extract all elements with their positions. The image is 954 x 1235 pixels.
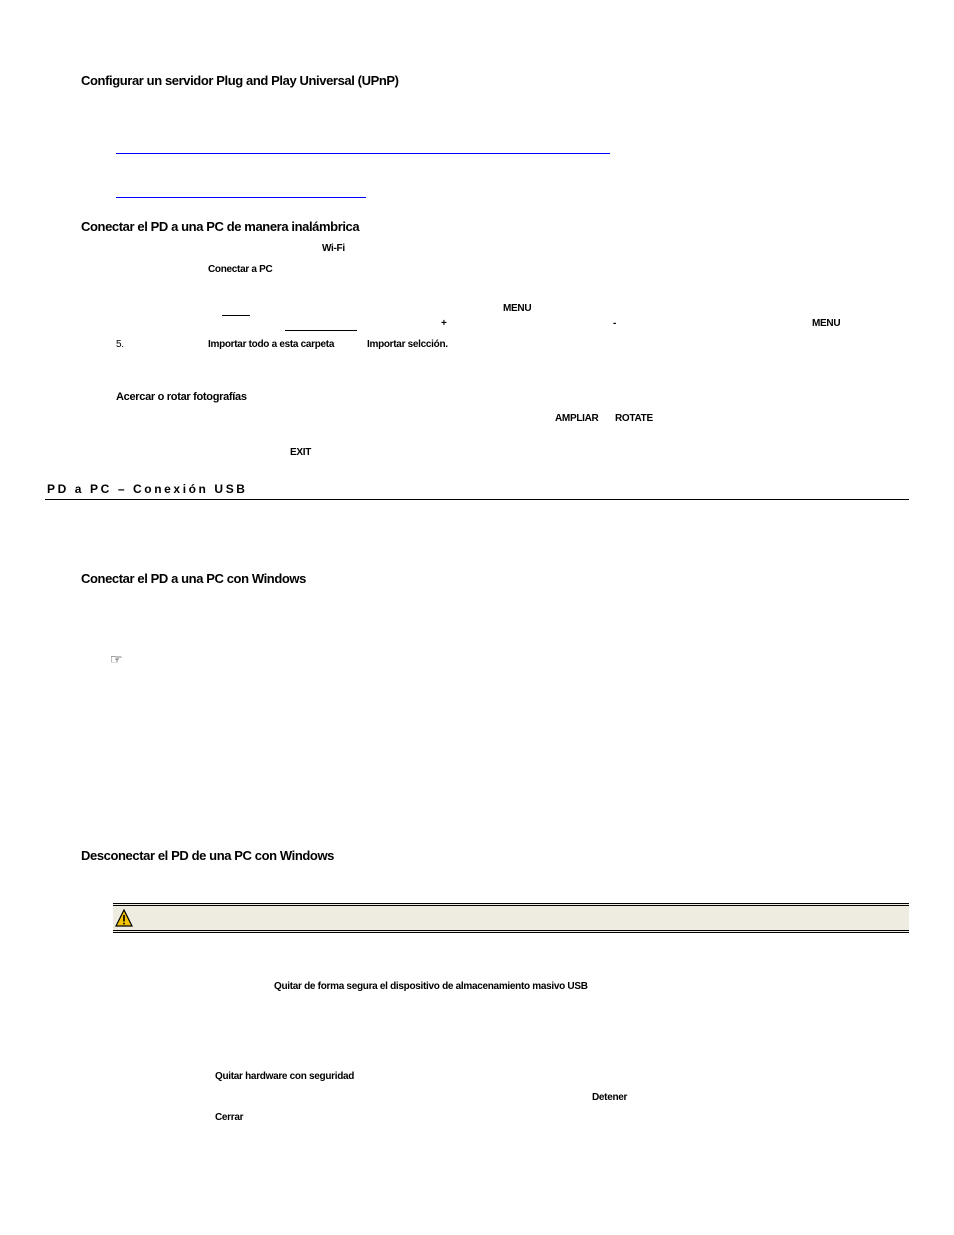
step-number: 5.	[116, 339, 124, 350]
safe-remove-hardware-label: Quitar hardware con seguridad	[215, 1071, 355, 1082]
heading-connect-windows: Conectar el PD a una PC con Windows	[81, 571, 306, 586]
close-label: Cerrar	[215, 1112, 244, 1123]
connect-pc-label: Conectar a PC	[208, 264, 273, 275]
rotate-label: ROTATE	[615, 413, 653, 424]
warning-box	[113, 903, 909, 933]
plus-label: +	[441, 318, 447, 329]
import-selection-label: Importar selcción.	[367, 339, 448, 350]
pointing-hand-icon: ☞	[110, 651, 123, 667]
section-divider	[45, 499, 909, 500]
heading-upnp: Configurar un servidor Plug and Play Universal (UPnP)	[81, 73, 399, 88]
heading-wireless: Conectar el PD a una PC de manera inalámbrica	[81, 219, 360, 234]
zoom-rotate-title: Acercar o rotar fotografías	[116, 391, 247, 403]
warning-icon	[115, 909, 133, 927]
ampliar-label: AMPLIAR	[555, 413, 599, 424]
exit-label: EXIT	[290, 447, 312, 458]
stop-label: Detener	[592, 1092, 628, 1103]
menu-label: MENU	[503, 303, 532, 314]
hyperlink-underline[interactable]	[116, 153, 610, 154]
underline	[285, 330, 357, 331]
underline	[222, 315, 250, 316]
minus-label: -	[613, 318, 617, 329]
heading-disconnect-windows: Desconectar el PD de una PC con Windows	[81, 848, 335, 863]
hyperlink-underline[interactable]	[116, 197, 366, 198]
safe-remove-usb-label: Quitar de forma segura el dispositivo de almacenamiento masivo USB	[274, 981, 588, 992]
section-title: PD a PC – Conexión USB	[47, 482, 248, 496]
menu-label: MENU	[812, 318, 841, 329]
wifi-label: Wi-Fi	[322, 243, 345, 254]
import-all-label: Importar todo a esta carpeta	[208, 339, 335, 350]
